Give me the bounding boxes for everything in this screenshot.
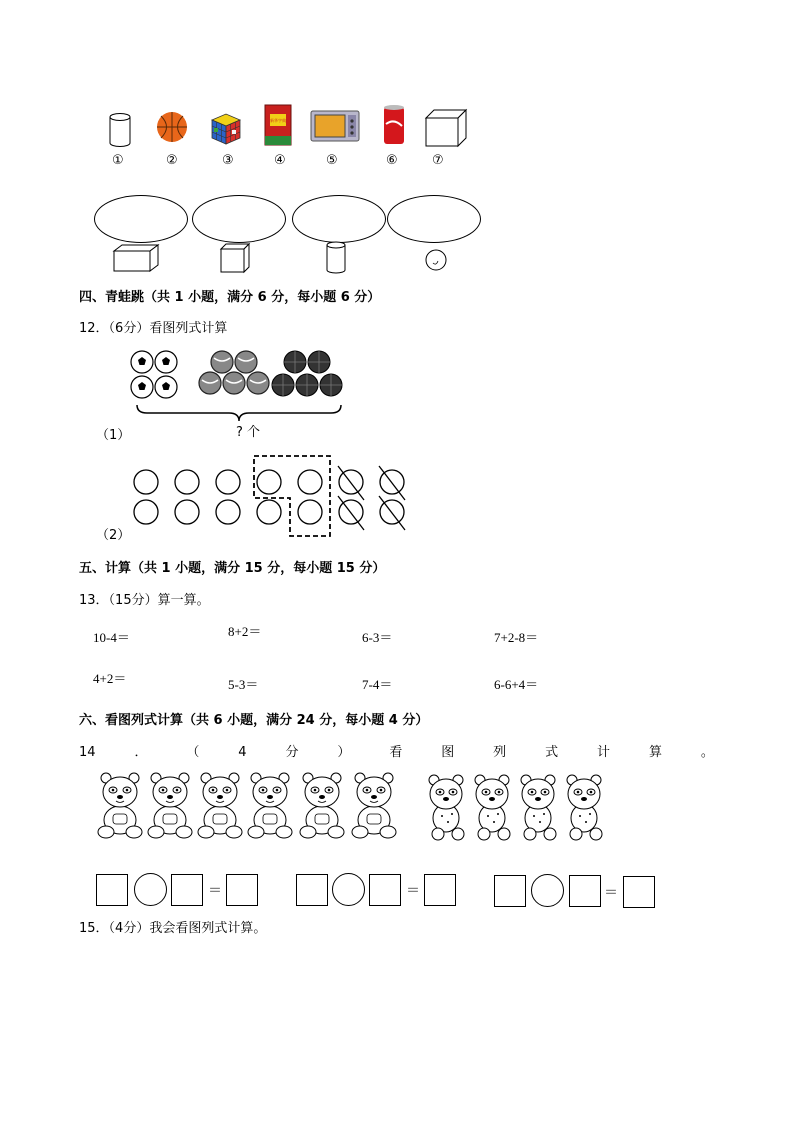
circles-grid bbox=[128, 452, 418, 542]
arithmetic-item: 4+2＝ bbox=[93, 671, 127, 686]
answer-box[interactable] bbox=[296, 874, 328, 906]
arithmetic-item: 8+2＝ bbox=[228, 624, 262, 639]
question-title: 15．（4分）我会看图列式计算。 bbox=[79, 921, 267, 936]
operator-circle[interactable] bbox=[531, 874, 564, 907]
object-label: ② bbox=[166, 153, 178, 168]
operator-circle[interactable] bbox=[134, 873, 167, 906]
equals-sign: ＝ bbox=[604, 885, 618, 901]
answer-oval[interactable] bbox=[387, 195, 481, 243]
answer-box[interactable] bbox=[424, 874, 456, 906]
question-title: 13．（15分）算一算。 bbox=[79, 593, 210, 608]
operator-circle[interactable] bbox=[332, 873, 365, 906]
answer-box[interactable] bbox=[96, 874, 128, 906]
object-label: ⑦ bbox=[432, 153, 444, 168]
soccer-ball-icon bbox=[131, 351, 177, 398]
section-heading: 四、青蛙跳（共 1 小题，满分 6 分，每小题 6 分） bbox=[79, 290, 381, 305]
answer-oval[interactable] bbox=[292, 195, 386, 243]
object-label: ③ bbox=[222, 153, 234, 168]
rubiks-cube-icon bbox=[208, 110, 244, 146]
answer-box[interactable] bbox=[569, 875, 601, 907]
question-title bbox=[79, 745, 714, 761]
answer-box[interactable] bbox=[369, 874, 401, 906]
microwave-icon bbox=[310, 110, 360, 144]
arithmetic-item: 6-6+4＝ bbox=[494, 677, 539, 692]
title-char: 。 bbox=[700, 745, 714, 760]
answer-box[interactable] bbox=[494, 875, 526, 907]
title-char: ） bbox=[337, 745, 351, 760]
part-label: （2） bbox=[96, 528, 131, 543]
sphere-icon bbox=[425, 249, 447, 271]
answer-box[interactable] bbox=[623, 876, 655, 908]
title-char: 计 bbox=[597, 745, 611, 760]
soda-can-icon bbox=[382, 104, 406, 146]
title-char: 式 bbox=[545, 745, 559, 760]
arithmetic-item: 7-4＝ bbox=[362, 677, 393, 692]
object-label: ① bbox=[112, 153, 124, 168]
cube-icon bbox=[219, 242, 251, 274]
section-heading: 五、计算（共 1 小题，满分 15 分，每小题 15 分） bbox=[79, 561, 386, 576]
cylinder-icon bbox=[108, 113, 132, 147]
arithmetic-item: 5-3＝ bbox=[228, 677, 259, 692]
title-char: 4 bbox=[238, 745, 247, 760]
title-char: 分 bbox=[285, 745, 299, 760]
title-char: （ bbox=[186, 745, 200, 760]
section-heading: 六、看图列式计算（共 6 小题，满分 24 分，每小题 4 分） bbox=[79, 713, 429, 728]
cylinder-icon bbox=[325, 241, 347, 274]
answer-box[interactable] bbox=[171, 874, 203, 906]
equals-sign: ＝ bbox=[406, 883, 420, 899]
title-char: 图 bbox=[441, 745, 455, 760]
answer-oval[interactable] bbox=[192, 195, 286, 243]
curly-brace bbox=[135, 403, 343, 423]
part-label: （1） bbox=[96, 428, 131, 443]
svg-text:新华字典: 新华字典 bbox=[270, 118, 286, 123]
panda-illustration bbox=[94, 768, 624, 840]
object-label: ⑤ bbox=[326, 153, 338, 168]
arithmetic-item: 7+2-8＝ bbox=[494, 630, 539, 645]
cuboid-icon bbox=[112, 243, 160, 273]
cube-icon bbox=[424, 108, 468, 148]
arithmetic-item: 6-3＝ bbox=[362, 630, 393, 645]
title-char: 算 bbox=[648, 745, 662, 760]
dictionary-book-icon bbox=[264, 104, 294, 146]
arithmetic-item: 10-4＝ bbox=[93, 630, 130, 645]
equals-sign: ＝ bbox=[208, 883, 222, 899]
object-label: ⑥ bbox=[386, 153, 398, 168]
volleyball-icon bbox=[199, 351, 269, 394]
balls-groups bbox=[130, 350, 350, 402]
basketball-icon bbox=[156, 111, 188, 143]
title-char: 列 bbox=[493, 745, 507, 760]
title-char: 看 bbox=[389, 745, 403, 760]
brace-label: ? 个 bbox=[236, 425, 261, 440]
answer-box[interactable] bbox=[226, 874, 258, 906]
title-char: ． bbox=[134, 745, 148, 760]
question-title: 12．（6分）看图列式计算 bbox=[79, 321, 228, 336]
object-label: ④ bbox=[274, 153, 286, 168]
title-char: 14 bbox=[79, 745, 96, 760]
answer-oval[interactable] bbox=[94, 195, 188, 243]
